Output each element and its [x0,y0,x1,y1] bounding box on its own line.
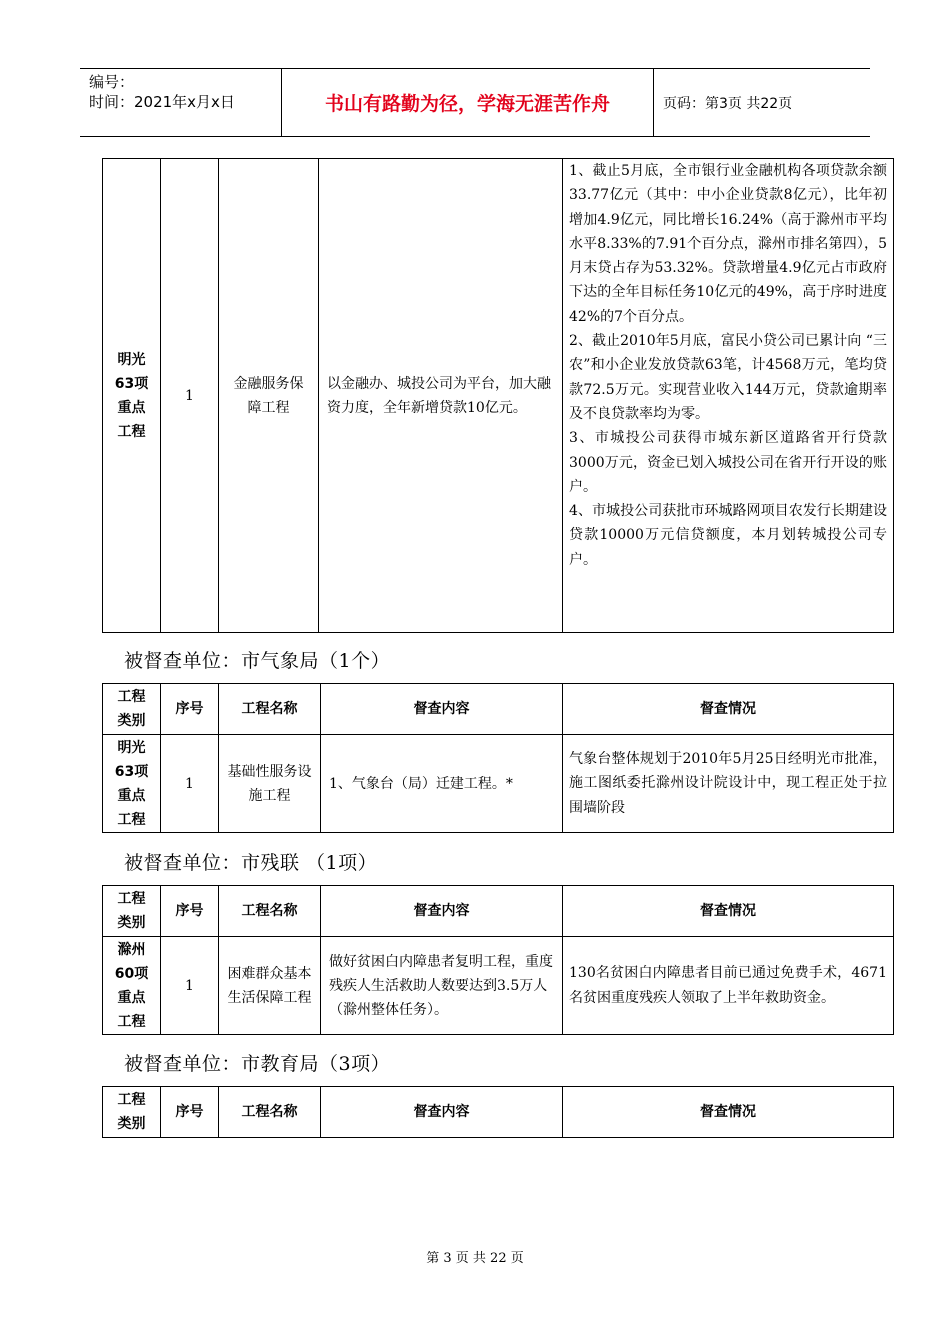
header-situation: 督查情况 [563,1087,894,1138]
section-unit-title: 被督查单位：市残联 （1项） [124,852,378,874]
header-content: 督查内容 [321,886,563,937]
index-cell: 1 [161,159,219,633]
category-cell: 滁州60项重点工程 [103,937,161,1035]
header-page-info: 页码：第3页 共22页 [663,95,793,112]
header-content: 督查内容 [321,1087,563,1138]
project-cell: 基础性服务设施工程 [219,735,321,833]
header-index: 序号 [161,684,219,735]
content-cell: 做好贫困白内障患者复明工程，重度残疾人生活救助人数要达到3.5万人（滁州整体任务）。 [321,937,563,1035]
disability-table [102,885,894,1035]
header-category: 工程类别 [103,1087,161,1138]
header-meta [80,69,282,136]
section-unit-title: 被督查单位：市气象局（1个） [124,650,391,672]
table-row [103,735,894,833]
time-label: 时间：2021年x月x日 [89,93,235,111]
header-situation: 督查情况 [563,886,894,937]
situation-cell [563,159,894,633]
page-footer: 第 3 页 共 22 页 [426,1251,524,1266]
header-index: 序号 [161,886,219,937]
section-unit-title: 被督查单位：市教育局（3项） [124,1053,391,1075]
category-cell: 明光63项重点工程 [103,735,161,833]
content-cell: 以金融办、城投公司为平台，加大融资力度，全年新增贷款10亿元。 [319,159,563,633]
meteorology-table [102,683,894,833]
header-index: 序号 [161,1087,219,1138]
index-cell: 1 [161,735,219,833]
header-project: 工程名称 [219,684,321,735]
header-project: 工程名称 [219,1087,321,1138]
situation-cell: 气象台整体规划于2010年5月25日经明光市批准，施工图纸委托滁州设计院设计中，现工程正处于拉围墙阶段 [563,735,894,833]
serial-label: 编号： [89,73,135,91]
finance-table [102,158,894,633]
situation-item: 3、市城投公司获得市城东新区道路省开行贷款3000万元，资金已划入城投公司在省开行开设的账户。 [569,430,887,495]
header-project: 工程名称 [219,886,321,937]
content-cell: 1、气象台（局）迁建工程。* [321,735,563,833]
category-cell: 明光63项重点工程 [103,159,161,633]
header-situation: 督查情况 [563,684,894,735]
header-row [103,1087,894,1138]
situation-item: 1、截止5月底，全市银行业金融机构各项贷款余额33.77亿元（其中：中小企业贷款8亿元），比年初增加4.9亿元，同比增长16.24%（高于滁州市平均水平8.33%的7.91个百分点，滁州市排名第四），5月末贷占存为53.32%。贷款增量4.9亿元占市政府下达的全年目标任务10亿元的49%，高于序时进度42%的7个百分点。 [569,163,887,325]
page-header [80,68,870,137]
header-row [103,886,894,937]
table-row [103,159,894,633]
situation-item: 4、市城投公司获批市环城路网项目农发行长期建设贷款10000万元信贷额度，本月划转城投公司专户。 [569,503,887,568]
header-category: 工程类别 [103,886,161,937]
header-row [103,684,894,735]
project-cell: 困难群众基本生活保障工程 [219,937,321,1035]
situation-item: 2、截止2010年5月底，富民小贷公司已累计向 “三农”和小企业发放贷款63笔，计4568万元，笔均贷款72.5万元。实现营业收入144万元，贷款逾期率及不良贷款率均为零。 [569,333,887,422]
project-cell: 金融服务保障工程 [219,159,319,633]
header-content: 督查内容 [321,684,563,735]
header-category: 工程类别 [103,684,161,735]
index-cell: 1 [161,937,219,1035]
education-table [102,1086,894,1138]
header-motto: 书山有路勤为径，学海无涯苦作舟 [282,69,654,136]
situation-cell: 130名贫困白内障患者目前已通过免费手术，4671名贫困重度残疾人领取了上半年救助资金。 [563,937,894,1035]
table-row [103,937,894,1035]
